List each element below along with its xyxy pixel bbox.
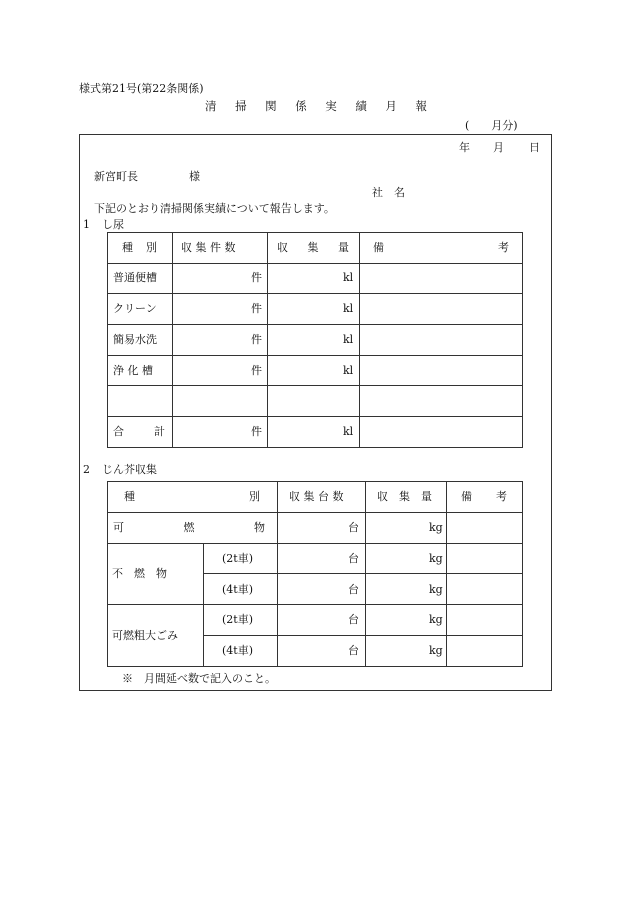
date-day: 日 [529, 141, 540, 154]
title-char: 掃 [235, 99, 247, 113]
row-sub-2t: (2t車) [222, 613, 254, 626]
addressee-mayor: 新宮町長 [94, 170, 138, 183]
addressee-honorific: 様 [189, 170, 200, 183]
row-sub-4t: (4t車) [222, 583, 254, 596]
section1-number: 1 [83, 218, 90, 231]
row-count-unit: 台 [348, 552, 359, 565]
row-count-unit: 台 [348, 583, 359, 596]
col-header-count: 収 集 台 数 [289, 490, 344, 503]
row-count-unit: 件 [251, 271, 262, 284]
row-sub-2t: (2t車) [222, 552, 254, 565]
col-header-remarks: 備 考 [461, 490, 507, 503]
row-amount-unit: kl [343, 302, 354, 315]
row-type-label: 普通便槽 [113, 271, 157, 284]
date-year: 年 [459, 141, 470, 154]
row-combustible-label: 可 燃 物 [113, 521, 265, 534]
month-label: ( 月分) [465, 119, 518, 132]
row-noncombustible-label: 不 燃 物 [112, 567, 167, 580]
document-title [205, 101, 427, 113]
title-char: 月 [385, 99, 397, 113]
row-count-unit: 件 [251, 333, 262, 346]
section2-number: 2 [83, 463, 90, 476]
col-header-type: 種 別 [122, 241, 157, 254]
col-header-type: 種 別 [124, 490, 260, 503]
form-frame [79, 134, 552, 691]
company-name-label: 社 名 [372, 186, 405, 199]
row-amount-unit: kl [343, 271, 354, 284]
title-char: 関 [265, 99, 277, 113]
title-char: 報 [415, 99, 427, 113]
row-count-unit: 件 [251, 302, 262, 315]
footnote: ※ 月間延べ数で記入のこと。 [122, 672, 276, 685]
section1-heading: し尿 [102, 218, 124, 231]
title-char: 実 [325, 99, 337, 113]
row-amount-unit: kl [343, 333, 354, 346]
row-type-label: 簡易水洗 [113, 333, 157, 346]
col-header-amount: 収 集 量 [277, 241, 349, 254]
date-month: 月 [493, 141, 504, 154]
title-char: 係 [295, 99, 307, 113]
row-bulky-label: 可燃粗大ごみ [112, 629, 178, 642]
row-amount-unit: kg [429, 644, 443, 657]
row-count-unit: 件 [251, 425, 262, 438]
section2-heading: じん芥収集 [102, 463, 157, 476]
row-type-label: 浄 化 槽 [113, 364, 153, 377]
row-total-label: 合 計 [113, 425, 165, 438]
row-type-label: クリーン [113, 302, 157, 315]
intro-text: 下記のとおり清掃関係実績について報告します。 [94, 202, 335, 215]
col-header-amount: 収 集 量 [377, 490, 432, 503]
row-sub-4t: (4t車) [222, 644, 254, 657]
row-count-unit: 台 [348, 613, 359, 626]
row-amount-unit: kg [429, 613, 443, 626]
row-count-unit: 件 [251, 364, 262, 377]
row-amount-unit: kl [343, 425, 354, 438]
row-amount-unit: kg [429, 583, 443, 596]
form-number: 様式第21号(第22条関係) [79, 82, 204, 95]
row-amount-unit: kg [429, 521, 443, 534]
title-char: 績 [355, 99, 367, 113]
title-char: 清 [205, 99, 217, 113]
col-header-remarks: 備 考 [373, 241, 509, 254]
col-header-count: 収 集 件 数 [181, 241, 236, 254]
row-count-unit: 台 [348, 644, 359, 657]
row-amount-unit: kg [429, 552, 443, 565]
row-amount-unit: kl [343, 364, 354, 377]
row-count-unit: 台 [348, 521, 359, 534]
